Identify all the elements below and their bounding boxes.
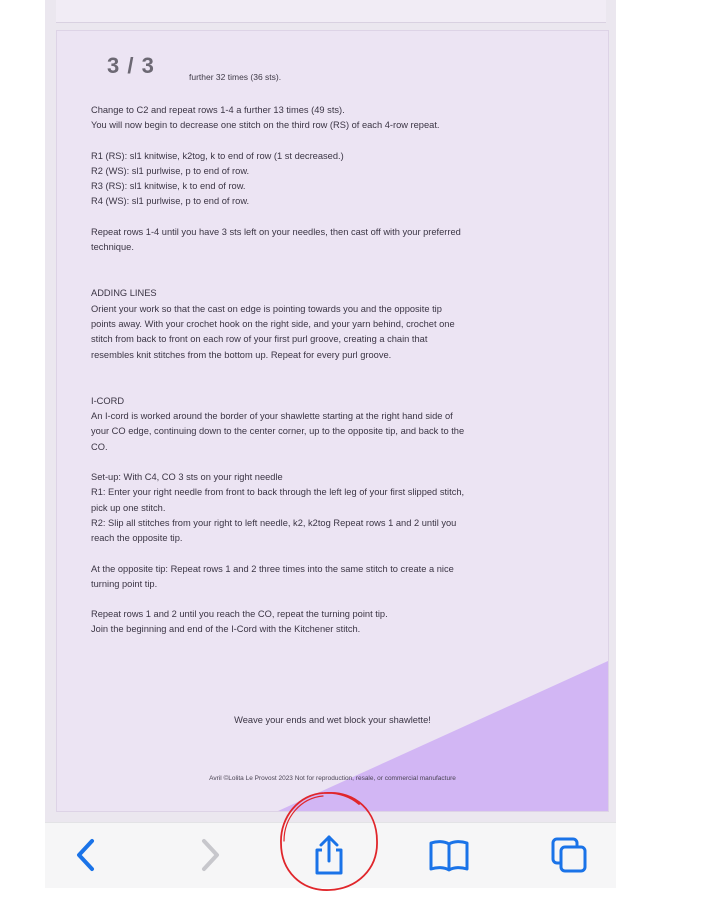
text-line: Join the beginning and end of the I-Cord with the Kitchener stitch. <box>91 624 361 635</box>
text-line: Repeat rows 1-4 until you have 3 sts left on your needles, then cast off with your preferred <box>91 226 461 237</box>
text-line: At the opposite tip: Repeat rows 1 and 2 three times into the same stitch to create a nice <box>91 563 454 574</box>
text-line: R2 (WS): sl1 purlwise, p to end of row. <box>91 165 250 176</box>
text-line: R1: Enter your right needle from front to back through the left leg of your first slipped stitch, <box>91 487 465 498</box>
book-icon <box>427 835 471 875</box>
continued-text: further 32 times (36 sts). <box>189 72 282 82</box>
text-line: Repeat rows 1 and 2 until you reach the CO, repeat the turning point tip. <box>91 609 388 620</box>
section-heading-adding-lines: ADDING LINES <box>91 288 157 299</box>
closing-line: Weave your ends and wet block your shawlette! <box>234 715 431 725</box>
share-button[interactable] <box>307 833 351 877</box>
text-line: points away. With your crochet hook on the right side, and your yarn behind, crochet one <box>91 318 455 329</box>
forward-button[interactable] <box>187 833 231 877</box>
chevron-left-icon <box>72 837 102 873</box>
text-line: You will now begin to decrease one stitch on the third row (RS) of each 4-row repeat. <box>91 120 440 131</box>
text-line: resembles knit stitches from the bottom up. Repeat for every purl groove. <box>91 349 392 360</box>
text-line: R1 (RS): sl1 knitwise, k2tog, k to end of row (1 st decreased.) <box>91 150 344 161</box>
text-line: technique. <box>91 242 134 253</box>
previous-page-edge <box>56 0 606 23</box>
text-line: An I-cord is worked around the border of your shawlette starting at the right hand side of <box>91 411 453 422</box>
section-heading-i-cord: I-CORD <box>91 395 125 406</box>
share-icon <box>309 833 349 877</box>
text-line: R2: Slip all stitches from your right to left needle, k2, k2tog Repeat rows 1 and 2 until you <box>91 517 457 528</box>
instructions-body <box>91 103 591 638</box>
back-button[interactable] <box>65 833 109 877</box>
text-line: turning point tip. <box>91 578 158 589</box>
text-line: R4 (WS): sl1 purlwise, p to end of row. <box>91 196 250 207</box>
browser-toolbar <box>45 822 616 888</box>
bookmarks-button[interactable] <box>427 833 471 877</box>
copyright-notice: Avril ©Lolita Le Provost 2023 Not for reproduction, resale, or commercial manufacture <box>209 775 456 782</box>
text-line: pick up one stitch. <box>91 502 166 513</box>
text-line: CO. <box>91 441 108 452</box>
document-page <box>56 30 609 812</box>
page-number: 3 / 3 <box>107 53 155 78</box>
tabs-icon <box>547 833 591 877</box>
chevron-right-icon <box>194 837 224 873</box>
page-corner-decoration <box>278 661 608 811</box>
text-line: your CO edge, continuing down to the center corner, up to the opposite tip, and back to the <box>91 426 465 437</box>
text-line: Change to C2 and repeat rows 1-4 a further 13 times (49 sts). <box>91 105 345 115</box>
tabs-button[interactable] <box>547 833 591 877</box>
text-line: Orient your work so that the cast on edge is pointing towards you and the opposite tip <box>91 303 442 314</box>
text-line: reach the opposite tip. <box>91 533 183 544</box>
text-line: stitch from back to front on each row of your first purl groove, creating a chain that <box>91 334 428 345</box>
text-line: R3 (RS): sl1 knitwise, k to end of row. <box>91 181 246 192</box>
text-line: Set-up: With C4, CO 3 sts on your right needle <box>91 472 283 483</box>
